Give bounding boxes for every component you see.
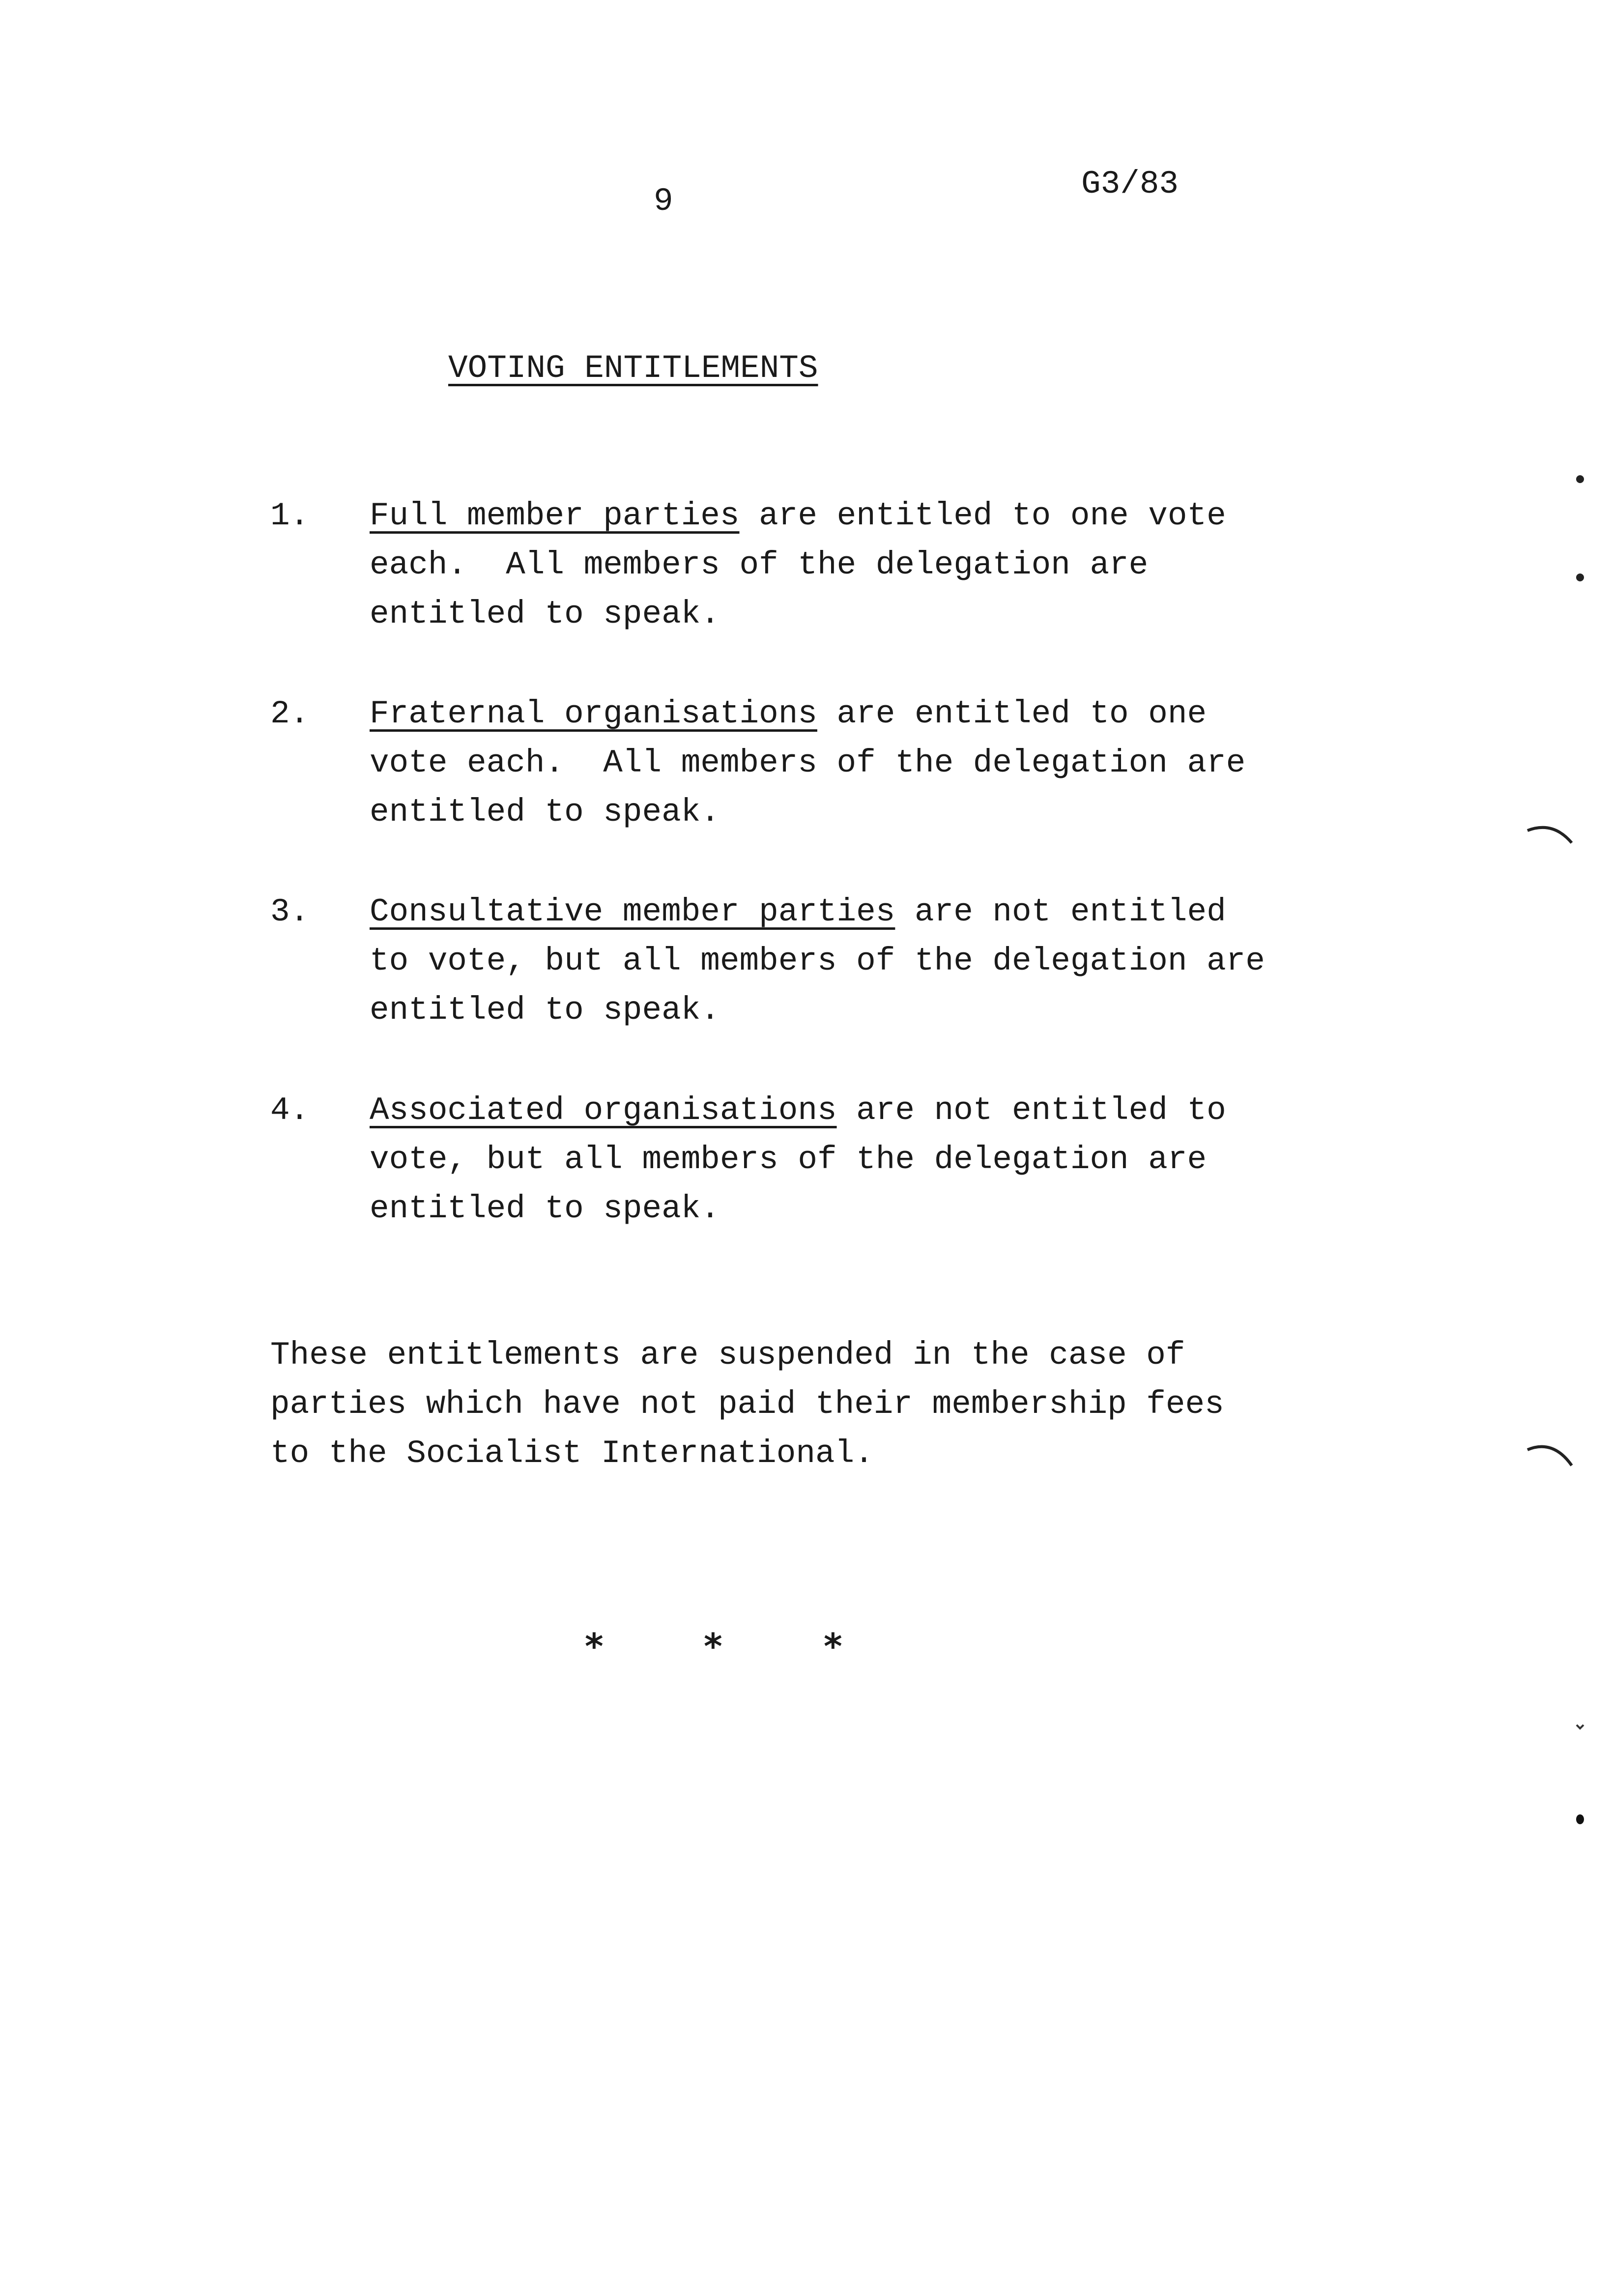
item-line (370, 1086, 1303, 1135)
page-number: 9 (654, 183, 673, 220)
separator-star: * (585, 1626, 604, 1667)
separator-star: * (704, 1626, 722, 1667)
item-line (370, 888, 1303, 937)
paragraph-line: parties which have not paid their membership fees (270, 1386, 1224, 1423)
item-text: are entitled to one vote (739, 497, 1226, 534)
item-term: Associated organisations (370, 1092, 837, 1129)
paragraph-line: to the Socialist International. (270, 1435, 874, 1472)
item-number: 1. (270, 497, 310, 534)
item-text: are not entitled (895, 893, 1226, 930)
item-line: entitled to speak. (370, 794, 720, 831)
item-number: 4. (270, 1092, 310, 1129)
binder-arc-mark (1524, 1435, 1578, 1484)
item-body (370, 1086, 1303, 1234)
item-line: each. All members of the delegation are (370, 546, 1149, 583)
document-reference: G3/83 (1081, 166, 1179, 202)
closing-paragraph (270, 1331, 1224, 1478)
section-separator (585, 1622, 860, 1671)
scan-dot-mark (1573, 570, 1587, 585)
item-term: Full member parties (370, 497, 740, 534)
item-term: Fraternal organisations (370, 695, 817, 732)
item-body (370, 491, 1303, 639)
item-body (370, 888, 1303, 1035)
item-line (370, 491, 1303, 541)
item-line: entitled to speak. (370, 596, 720, 632)
separator-star: * (824, 1626, 842, 1667)
document-title: VOTING ENTITLEMENTS (448, 350, 818, 387)
scan-dot-mark (1573, 472, 1587, 487)
item-body (370, 689, 1303, 837)
item-text: are not entitled to (836, 1092, 1226, 1129)
scan-dot-mark (1572, 1811, 1588, 1828)
paragraph-line: These entitlements are suspended in the case of (270, 1337, 1185, 1374)
item-line: to vote, but all members of the delegation are (370, 943, 1265, 979)
item-term: Consultative member parties (370, 893, 895, 930)
scan-tick-mark (1573, 1720, 1587, 1735)
item-number: 2. (270, 695, 310, 732)
item-number: 3. (270, 893, 310, 930)
item-line: vote each. All members of the delegation are (370, 745, 1246, 781)
item-text: are entitled to one (817, 695, 1207, 732)
binder-arc-mark (1524, 816, 1578, 860)
item-line: vote, but all members of the delegation are (370, 1141, 1207, 1178)
item-line: entitled to speak. (370, 992, 720, 1029)
item-line (370, 689, 1303, 739)
item-line: entitled to speak. (370, 1190, 720, 1227)
